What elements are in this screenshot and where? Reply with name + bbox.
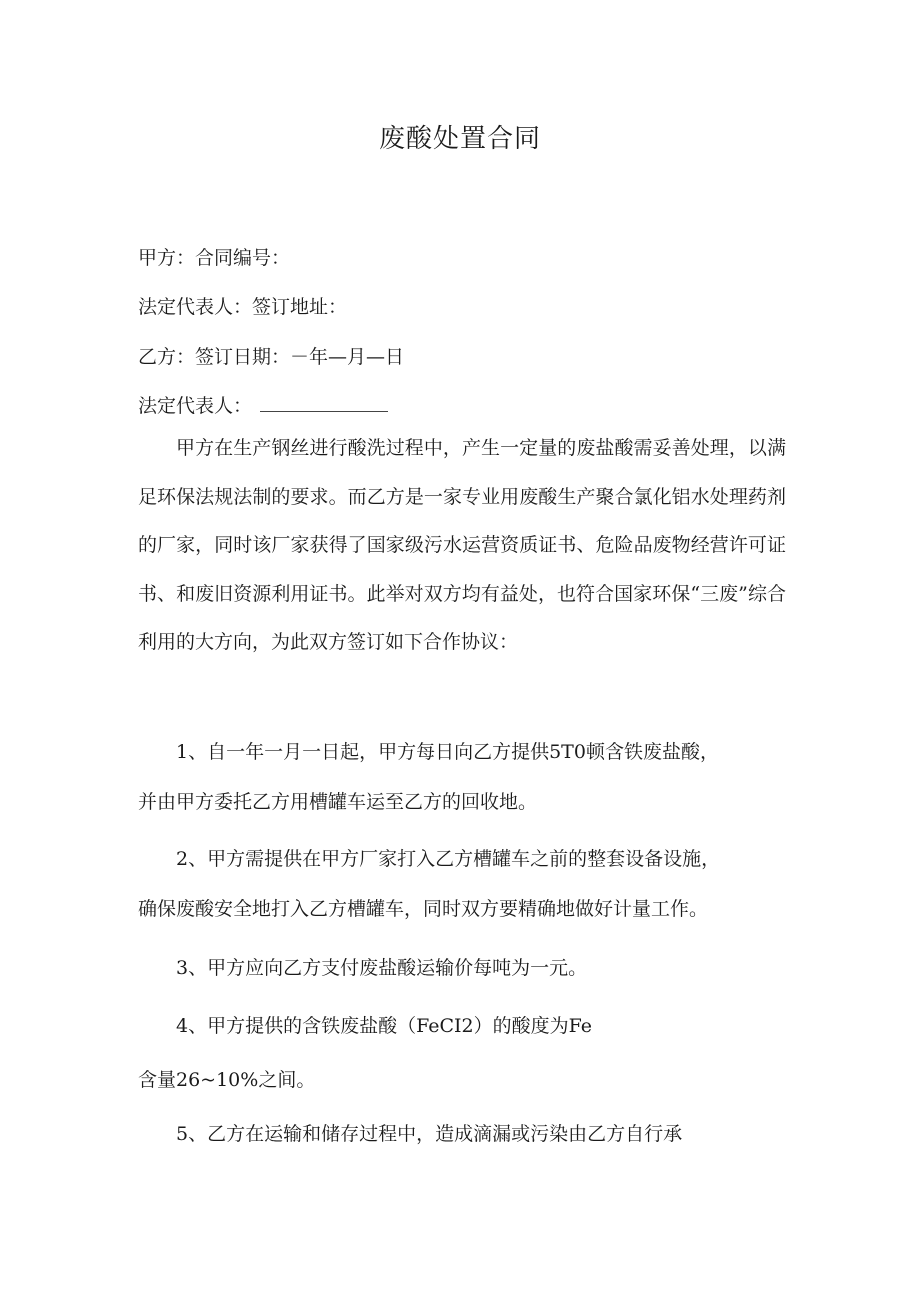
party-b-signing-date-line: 乙方：签订日期：－年—月—日 [138, 346, 405, 368]
signature-blank [260, 397, 388, 412]
clause-2-line-1: 2、甲方需提供在甲方厂家打入乙方槽罐车之前的整套设备设施， [176, 848, 721, 870]
intro-paragraph: 甲方在生产钢丝进行酸洗过程中，产生一定量的废盐酸需妥善处理，以满足环保法规法制的要求。而乙方是一家专业用废酸生产聚合氯化铝水处理药剂的厂家，同时该厂家获得了国家级污水运营资质证书、危险品废物经营许可证书、和废旧资源利用证书。此举对双方均有益处，也符合国家环保“三废”综合利用的大方向，为此双方签订如下合作协议： [138, 437, 786, 653]
party-a-contract-number-line: 甲方：合同编号： [138, 247, 291, 269]
clause-3-line-1: 3、甲方应向乙方支付废盐酸运输价每吨为一元。 [176, 957, 588, 979]
clause-4-line-1: 4、甲方提供的含铁废盐酸（FeCI2）的酸度为Fe [176, 1015, 592, 1037]
clause-5-line-1: 5、乙方在运输和储存过程中，造成滴漏或污染由乙方自行承 [176, 1123, 683, 1145]
clause-1-line-1: 1、自一年一月一日起，甲方每日向乙方提供5T0顿含铁废盐酸， [176, 741, 719, 763]
document-title: 废酸处置合同 [378, 124, 541, 154]
clause-2-line-2: 确保废酸安全地打入乙方槽罐车，同时双方要精确地做好计量工作。 [138, 898, 709, 920]
legal-rep-signing-address-line: 法定代表人：签订地址： [138, 296, 348, 318]
clause-4-line-2: 含量26~10%之间。 [138, 1069, 316, 1091]
legal-rep-signature-line [138, 391, 388, 418]
clause-1-line-2: 并由甲方委托乙方用槽罐车运至乙方的回收地。 [138, 791, 538, 813]
legal-rep-label: 法定代表人： [138, 395, 253, 417]
